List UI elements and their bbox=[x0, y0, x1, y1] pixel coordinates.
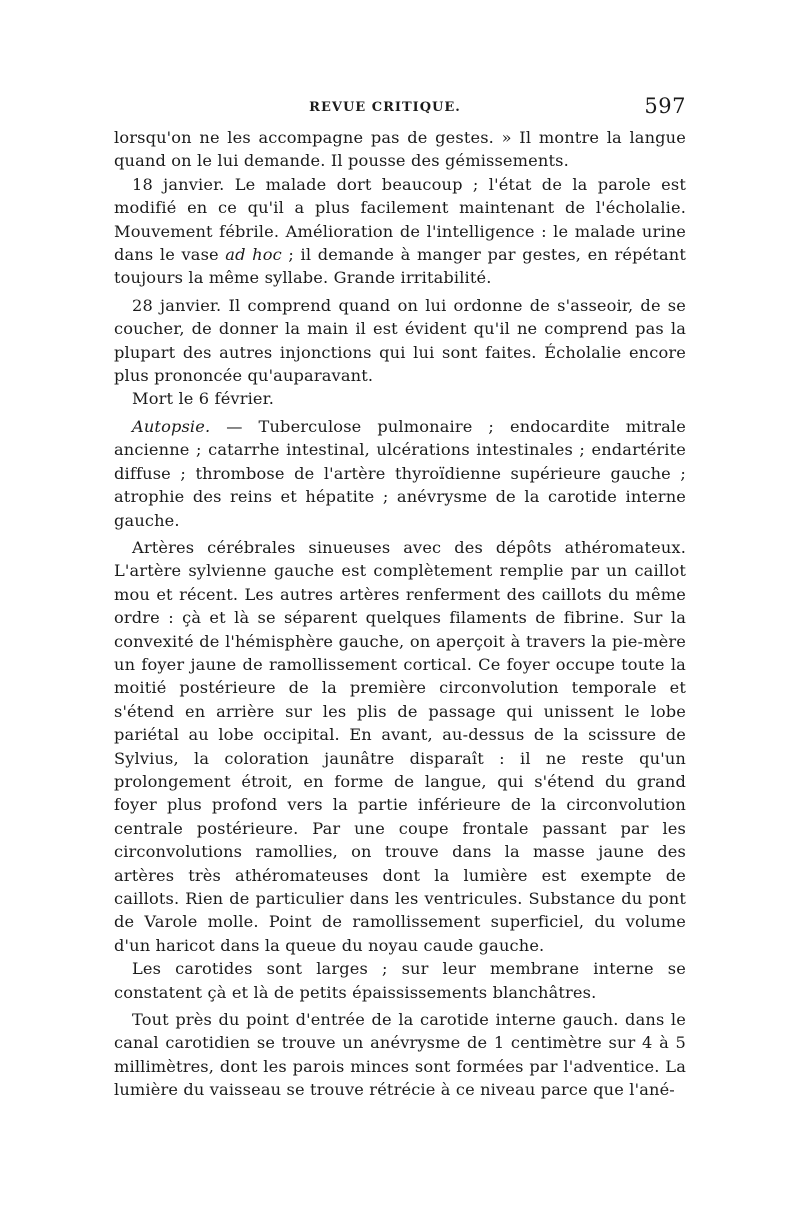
italic-term: ad hoc bbox=[225, 245, 282, 265]
section-heading-italic: Autopsie. bbox=[132, 416, 211, 436]
paragraph-text: lorsqu'on ne les accompagne pas de gestes. » Il montre la langue quand on le lui demande. Il pousse des gémissements. bbox=[114, 128, 686, 171]
page-number: 597 bbox=[644, 94, 686, 118]
book-page bbox=[114, 92, 686, 1102]
paragraph-text: Mort le 6 février. bbox=[132, 389, 275, 409]
page-header bbox=[114, 92, 686, 122]
paragraph-18-janvier bbox=[114, 173, 686, 290]
paragraph-carotids bbox=[114, 957, 686, 1004]
paragraph-autopsy bbox=[114, 415, 686, 532]
running-title: REVUE CRITIQUE. bbox=[309, 100, 461, 115]
paragraph-cerebral-arteries bbox=[114, 536, 686, 957]
paragraph-text: ; il demande à manger par gestes, en répétant toujours la même syllabe. Grande irritabilité. bbox=[114, 245, 686, 288]
paragraph-continuation bbox=[114, 126, 686, 173]
paragraph-text: Les carotides sont larges ; sur leur membrane interne se constatent çà et là de petits épaississements blanchâtres. bbox=[114, 959, 686, 1002]
paragraph-aneurysm bbox=[114, 1008, 686, 1102]
paragraph-text: 18 janvier. Le malade dort beaucoup ; l'état de la parole est modifié en ce qu'il a plus facilement maintenant de l'écholalie. Mouvement fébrile. Amélioration de l'intelligence : le malade urine dans le vase bbox=[114, 174, 686, 265]
paragraph-text: — Tuberculose pulmonaire ; endocardite mitrale ancienne ; catarrhe intestinal, ulcérations intestinales ; endartérite diffuse ; thrombose de l'artère thyroïdienne supérieure gauche ; atrophie des reins et hépatite ; anévrysme de la carotide interne gauche. bbox=[114, 416, 686, 530]
paragraph-28-janvier bbox=[114, 294, 686, 388]
paragraph-text: Tout près du point d'entrée de la carotide interne gauch. dans le canal carotidien se trouve un anévrysme de 1 centimètre sur 4 à 5 millimètres, dont les parois minces sont formées par l'adventice. La lumière du vaisseau se trouve rétrécie à ce niveau parce que l'ané- bbox=[114, 1010, 686, 1100]
paragraph-text: Artères cérébrales sinueuses avec des dépôts athéromateux. L'artère sylvienne gauche est complètement remplie par un caillot mou et récent. Les autres artères renferment des caillots du même ordre : çà et là se séparent quelques filaments de fibrine. Sur la convexité de l'hémisphère gauche, on aperçoit à travers la pie-mère un foyer jaune de ramollissement cortical. Ce foyer occupe toute la moitié postérieure de la première circonvolution temporale et s'étend en arrière sur les plis de passage qui unissent le lobe pariétal au lobe occipital. En avant, au-dessus de la scissure de Sylvius, la coloration jaunâtre disparaît : il ne reste qu'un prolongement étroit, en forme de langue, qui s'étend du grand foyer plus profond vers la partie inférieure de la circonvolution centrale postérieure. Par une coupe frontale passant par les circonvolutions ramollies, on trouve dans la masse jaune des artères très athéromateuses dont la lumière est exempte de caillots. Rien de particulier dans les ventricules. Substance du pont de Varole molle. Point de ramollissement superficiel, du volume d'un haricot dans la queue du noyau caude gauche. bbox=[114, 537, 686, 955]
body-text bbox=[114, 126, 686, 1102]
paragraph-death bbox=[114, 387, 686, 410]
paragraph-text: 28 janvier. Il comprend quand on lui ordonne de s'asseoir, de se coucher, de donner la main il est évident qu'il ne comprend pas la plupart des autres injonctions qui lui sont faites. Écholalie encore plus prononcée qu'auparavant. bbox=[114, 295, 686, 386]
